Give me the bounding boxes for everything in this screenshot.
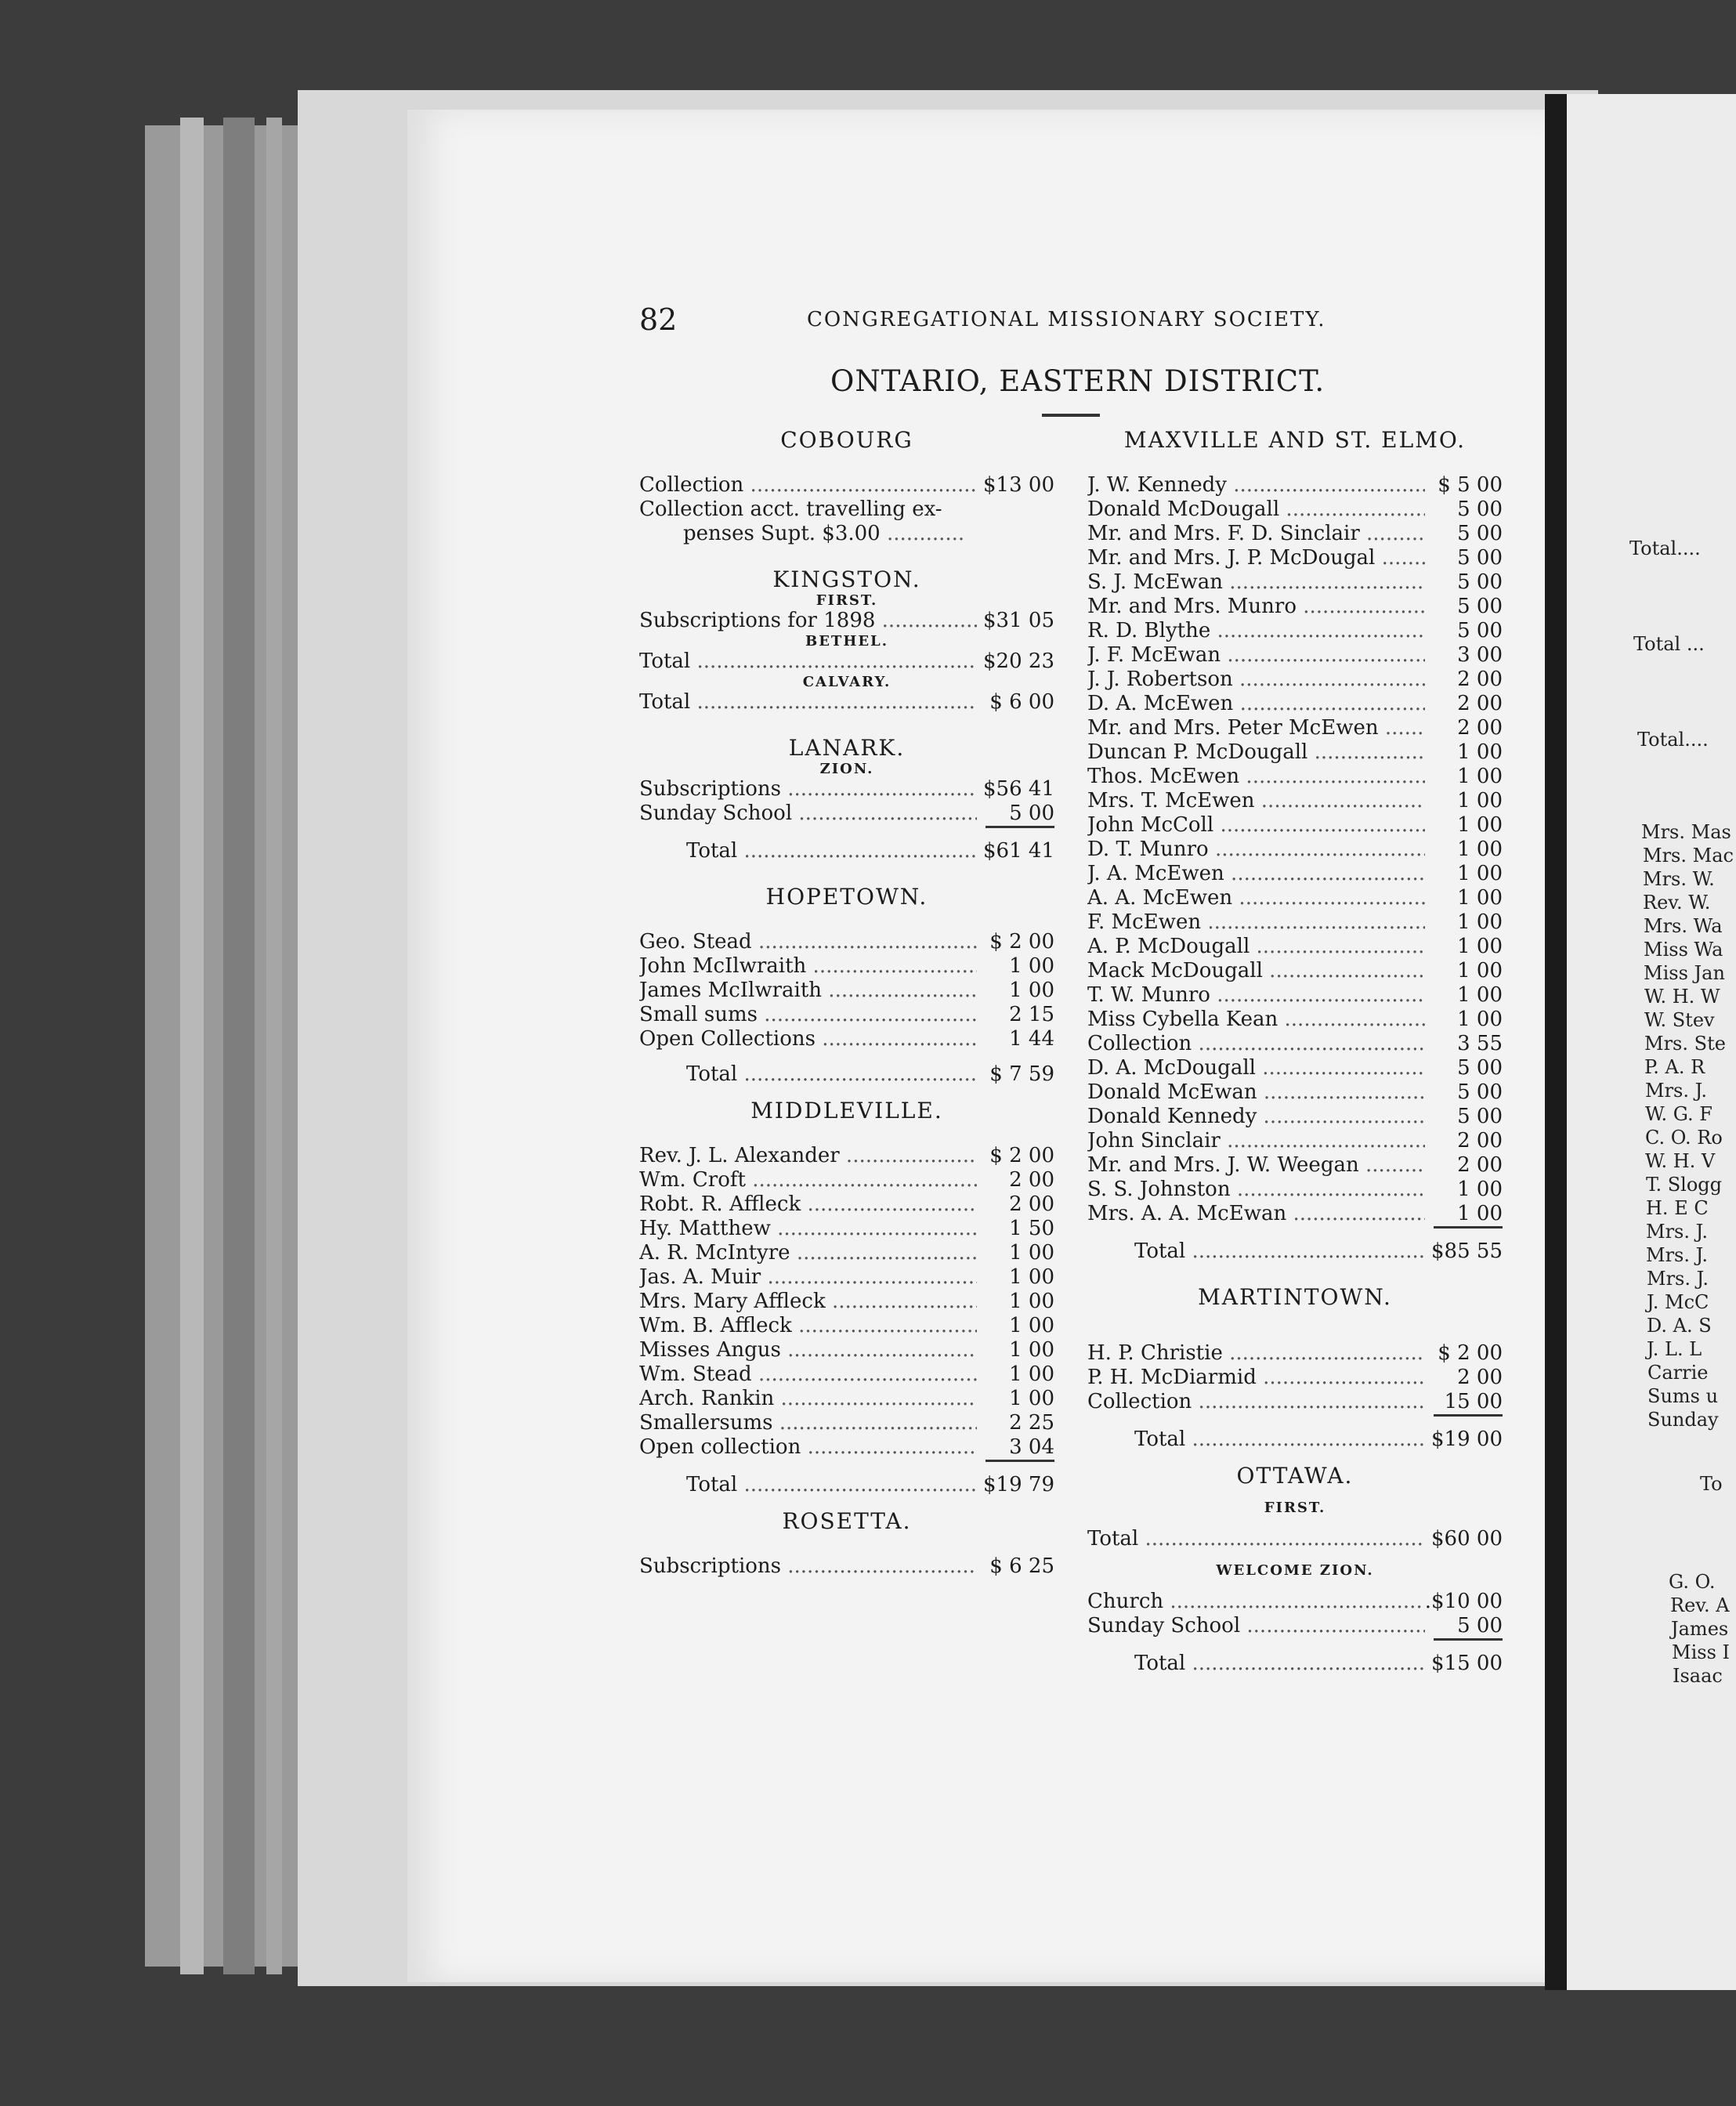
list-item: D. T. Munro ..... 1 00 — [1087, 838, 1503, 862]
list-item: Mrs. Mary Affleck ..... 1 00 — [639, 1290, 1054, 1314]
list-item: Subscriptions ..... $ 6 25 — [639, 1554, 1054, 1579]
facing-line: Total.... — [1637, 729, 1709, 751]
heading-cobourg: COBOURG — [780, 427, 913, 453]
facing-line: Mrs. Mac — [1643, 845, 1734, 867]
list-item: Geo. Stead ..... $ 2 00 — [639, 930, 1054, 954]
facing-line: H. E C — [1646, 1197, 1709, 1219]
list-item: Donald McEwan ..... 5 00 — [1087, 1080, 1503, 1105]
list-item: J. J. Robertson ..... 2 00 — [1087, 668, 1503, 692]
facing-line: Miss Jan — [1644, 962, 1725, 984]
facing-line: Total ... — [1633, 633, 1705, 655]
facing-line: J. McC — [1647, 1291, 1709, 1313]
list-item: Mr. and Mrs. J. P. McDougal ..... 5 00 — [1087, 546, 1503, 570]
list-item: Subscriptions ..... $56 41 — [639, 777, 1054, 802]
list-item: Rev. J. L. Alexander ..... $ 2 00 — [639, 1144, 1054, 1168]
facing-line: Mrs. Mas — [1641, 821, 1731, 843]
list-item: Mr. and Mrs. Munro ..... 5 00 — [1087, 595, 1503, 619]
facing-line: Mrs. J. — [1646, 1221, 1709, 1243]
total-row: Total ..... $61 41 — [639, 839, 1054, 863]
list-item: A. R. McIntyre ..... 1 00 — [639, 1241, 1054, 1265]
list-item: Total ..... $20 23 — [639, 650, 1054, 674]
facing-line: J. L. L — [1647, 1338, 1702, 1360]
total-row: Total ..... $19 00 — [1087, 1428, 1503, 1452]
list-item: Mrs. T. McEwen ..... 1 00 — [1087, 789, 1503, 813]
list-item: Mrs. A. A. McEwan ..... 1 00 — [1087, 1202, 1503, 1226]
list-item: Miss Cybella Kean ..... 1 00 — [1087, 1008, 1503, 1032]
list-item: Church ..... .$10 00 — [1087, 1590, 1503, 1614]
facing-line: T. Slogg — [1646, 1174, 1723, 1196]
facing-line: Mrs. J. — [1646, 1244, 1709, 1266]
list-item: Mr. and Mrs. F. D. Sinclair ..... 5 00 — [1087, 522, 1503, 546]
list-item: S. S. Johnston ..... 1 00 — [1087, 1178, 1503, 1202]
list-item: James McIlwraith ..... 1 00 — [639, 979, 1054, 1003]
facing-line: D. A. S — [1647, 1315, 1712, 1337]
list-item: Smallersums ..... 2 25 — [639, 1411, 1054, 1435]
list-item: Sunday School ..... 5 00 — [639, 802, 1054, 826]
subheading-zion: ZION. — [819, 761, 874, 777]
facing-line: Miss I — [1672, 1641, 1730, 1663]
facing-line: Rev. A — [1670, 1594, 1730, 1616]
heading-rosetta: ROSETTA. — [782, 1508, 912, 1534]
facing-line: Mrs. J. — [1645, 1080, 1708, 1102]
list-item: A. A. McEwen ..... 1 00 — [1087, 886, 1503, 910]
facing-line: Sums u — [1647, 1385, 1719, 1407]
facing-line: Miss Wa — [1644, 939, 1723, 961]
page-edge-strip — [223, 118, 255, 1974]
title-rule — [1042, 414, 1100, 417]
total-row: Total ..... $15 00 — [1087, 1652, 1503, 1676]
list-item: D. A. McDougall ..... 5 00 — [1087, 1056, 1503, 1080]
running-head: CONGREGATIONAL MISSIONARY SOCIETY. — [807, 308, 1326, 331]
facing-line: P. A. R — [1644, 1056, 1705, 1078]
list-item: Mack McDougall ..... 1 00 — [1087, 959, 1503, 983]
facing-line: Mrs. Wa — [1644, 915, 1723, 937]
list-item: Collection acct. travelling ex- — [639, 498, 942, 521]
facing-line: Isaac — [1673, 1665, 1723, 1687]
list-item: Subscriptions for 1898 ..... $31 05 — [639, 609, 1054, 633]
facing-line: James — [1671, 1618, 1729, 1640]
list-item: John McColl ..... 1 00 — [1087, 813, 1503, 838]
list-item: Open Collections ..... 1 44 — [639, 1027, 1054, 1051]
list-item: Arch. Rankin ..... 1 00 — [639, 1387, 1054, 1411]
heading-middleville: MIDDLEVILLE. — [750, 1098, 943, 1124]
list-item: Mr. and Mrs. J. W. Weegan ..... 2 00 — [1087, 1153, 1503, 1178]
heading-hopetown: HOPETOWN. — [765, 884, 928, 910]
facing-line: W. H. V — [1645, 1150, 1716, 1172]
facing-line: Rev. W. — [1643, 892, 1711, 914]
subheading-bethel: BETHEL. — [805, 633, 888, 650]
list-item: Small sums ..... 2 15 — [639, 1003, 1054, 1027]
list-item: Misses Angus ..... 1 00 — [639, 1338, 1054, 1362]
facing-line: Mrs. Ste — [1644, 1033, 1726, 1055]
facing-line: W. G. F — [1645, 1103, 1712, 1125]
page-number: 82 — [639, 302, 678, 337]
subheading-first: FIRST. — [816, 592, 878, 609]
list-item: Donald Kennedy ..... 5 00 — [1087, 1105, 1503, 1129]
page-edge-strip — [180, 118, 204, 1974]
list-item: Sunday School ..... 5 00 — [1087, 1614, 1503, 1638]
list-item: Wm. Stead ..... 1 00 — [639, 1362, 1054, 1387]
book-gutter — [1545, 94, 1567, 1990]
facing-line: Mrs. J. — [1647, 1268, 1709, 1290]
list-item: Total ..... $60 00 — [1087, 1527, 1503, 1551]
facing-line: Total.... — [1629, 537, 1701, 559]
subheading-welcome-zion: WELCOME ZION. — [1216, 1562, 1374, 1579]
facing-line: G. O. — [1669, 1571, 1716, 1593]
list-item: Collection ..... 15 00 — [1087, 1390, 1503, 1414]
list-item: J. W. Kennedy ..... $ 5 00 — [1087, 473, 1503, 498]
heading-kingston: KINGSTON. — [772, 566, 921, 592]
facing-line: To — [1700, 1473, 1723, 1495]
list-item: penses Supt. $3.00 ..... — [639, 522, 1054, 546]
list-item: John McIlwraith ..... 1 00 — [639, 954, 1054, 979]
left-column — [639, 427, 1054, 1579]
list-item: Hy. Matthew ..... 1 50 — [639, 1217, 1054, 1241]
list-item: Collection ..... $13 00 — [639, 473, 1054, 498]
section-title: ONTARIO, EASTERN DISTRICT. — [830, 364, 1326, 398]
facing-line: C. O. Ro — [1645, 1127, 1723, 1149]
facing-line: Carrie — [1647, 1362, 1709, 1384]
list-item: Thos. McEwen ..... 1 00 — [1087, 765, 1503, 789]
list-item: Duncan P. McDougall ..... 1 00 — [1087, 740, 1503, 765]
subheading-first: FIRST. — [1264, 1500, 1326, 1516]
heading-lanark: LANARK. — [788, 735, 906, 761]
heading-maxville: MAXVILLE AND ST. ELMO. — [1123, 427, 1467, 453]
total-row: Total ..... $ 7 59 — [639, 1062, 1054, 1087]
list-item: R. D. Blythe ..... 5 00 — [1087, 619, 1503, 643]
facing-line: Mrs. W. — [1643, 868, 1715, 890]
list-item: S. J. McEwan ..... 5 00 — [1087, 570, 1503, 595]
facing-line: Sunday — [1647, 1409, 1719, 1431]
page-edge-strip — [266, 118, 282, 1974]
list-item: Jas. A. Muir ..... 1 00 — [639, 1265, 1054, 1290]
list-item: Collection ..... 3 55 — [1087, 1032, 1503, 1056]
subheading-calvary: CALVARY. — [802, 674, 892, 690]
list-item: Robt. R. Affleck ..... 2 00 — [639, 1192, 1054, 1217]
total-row: Total ..... $85 55 — [1087, 1239, 1503, 1264]
list-item: Wm. Croft ..... 2 00 — [639, 1168, 1054, 1192]
list-item: Total ..... $ 6 00 — [639, 690, 1054, 715]
list-item: J. F. McEwan ..... 3 00 — [1087, 643, 1503, 668]
facing-line: W. Stev — [1644, 1009, 1715, 1031]
list-item: Mr. and Mrs. Peter McEwen ..... 2 00 — [1087, 716, 1503, 740]
list-item: F. McEwen ..... 1 00 — [1087, 910, 1503, 935]
facing-line: W. H. W — [1644, 986, 1720, 1008]
list-item: Donald McDougall ..... 5 00 — [1087, 498, 1503, 522]
list-item: T. W. Munro ..... 1 00 — [1087, 983, 1503, 1008]
list-item: H. P. Christie ..... $ 2 00 — [1087, 1341, 1503, 1366]
heading-ottawa: OTTAWA. — [1236, 1463, 1354, 1489]
list-item: Wm. B. Affleck ..... 1 00 — [639, 1314, 1054, 1338]
total-row: Total ..... $19 79 — [639, 1473, 1054, 1497]
list-item: D. A. McEwen ..... 2 00 — [1087, 692, 1503, 716]
list-item: Open collection ..... 3 04 — [639, 1435, 1054, 1460]
list-item: A. P. McDougall ..... 1 00 — [1087, 935, 1503, 959]
right-column — [1087, 427, 1503, 1676]
list-item: John Sinclair ..... 2 00 — [1087, 1129, 1503, 1153]
list-item: P. H. McDiarmid ..... 2 00 — [1087, 1366, 1503, 1390]
list-item: J. A. McEwen ..... 1 00 — [1087, 862, 1503, 886]
heading-martintown: MARTINTOWN. — [1198, 1284, 1392, 1310]
